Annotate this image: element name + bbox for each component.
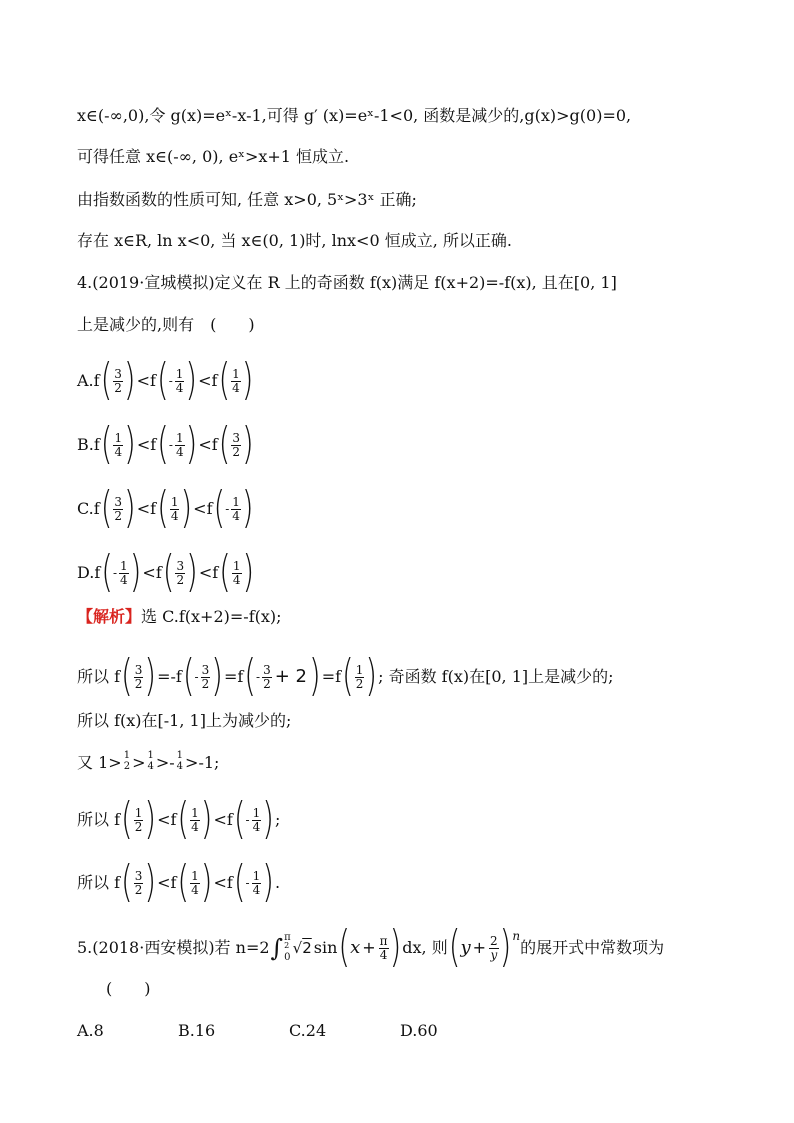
text-line-3: 由指数函数的性质可知, 任意 x>0, 5ˣ>3ˣ 正确; xyxy=(77,190,417,209)
question-5-choices xyxy=(77,1021,438,1041)
choice-a[interactable]: A.8 xyxy=(77,1021,104,1040)
option-d-label: D.f xyxy=(77,563,101,582)
solution-5-prefix: 所以 f xyxy=(77,810,121,829)
q5-prefix: 5.(2018·西安模拟)若 n=2 xyxy=(77,938,270,957)
solution-line-4: 又 1> 1 2 > 1 4 >- 1 4 >-1; xyxy=(77,750,220,772)
q5-mid: dx, 则 xyxy=(402,938,448,957)
solution-line-6: 所以 f ( $\frac{3}{2}$ ) <f ( $\frac{1}{4}$ ) <f ( - $\frac{1}{4}$ ) . xyxy=(77,856,281,908)
text-line-2: 可得任意 x∈(-∞, 0), eˣ>x+1 恒成立. xyxy=(77,147,350,166)
solution-tag: 【解析】 xyxy=(77,607,142,626)
option-b-label: B.f xyxy=(77,435,100,454)
option-c-label: C.f xyxy=(77,499,100,518)
solution-line-1 xyxy=(77,607,282,627)
choice-d[interactable]: D.60 xyxy=(400,1021,438,1040)
solution-2-prefix: 所以 f xyxy=(77,667,121,686)
solution-6-prefix: 所以 f xyxy=(77,873,121,892)
solution-line-5: 所以 f ( $\frac{1}{2}$ ) <f ( $\frac{1}{4}$ ) <f ( - $\frac{1}{4}$ ) ; xyxy=(77,793,281,845)
option-c[interactable]: C.f ( $\frac{3}{2}$ ) <f ( $\frac{1}{4}$ ) <f ( - $\frac{1}{4}$ ) xyxy=(77,482,254,534)
solution-line-3: 所以 f(x)在[-1, 1]上为减少的; xyxy=(77,711,292,730)
q5-suffix: 的展开式中常数项为 xyxy=(520,938,665,957)
text-line-4: 存在 x∈R, ln x<0, 当 x∈(0, 1)时, lnx<0 恒成立, 所以正确. xyxy=(77,231,512,250)
option-d[interactable]: D.f ( - $\frac{1}{4}$ ) <f ( $\frac{3}{2}$ ) <f ( $\frac{1}{4}$ ) xyxy=(77,546,255,598)
option-b[interactable]: B.f ( $\frac{1}{4}$ ) <f ( - $\frac{1}{4}$ ) <f ( $\frac{3}{2}$ ) xyxy=(77,418,254,470)
solution-4-prefix: 又 1> xyxy=(77,753,122,772)
solution-2-suffix: ; 奇函数 f(x)在[0, 1]上是减少的; xyxy=(378,667,614,686)
text-line-1: x∈(-∞,0),令 g(x)=eˣ-x-1,可得 g′ (x)=eˣ-1<0, 函数是减少的,g(x)>g(0)=0, xyxy=(77,106,632,125)
option-a[interactable]: A.f ( $\frac{3}{2}$ ) <f ( - $\frac{1}{4}$ ) <f ( $\frac{1}{4}$ ) xyxy=(77,354,254,406)
choice-b[interactable]: B.16 xyxy=(178,1021,216,1040)
solution-text-1: 选 C.f(x+2)=-f(x); xyxy=(141,607,282,626)
solution-line-2: 所以 f ( $\frac{3}{2}$ ) =-f ( - $\frac{3}{2}$ ) =f ( - $\frac{3}{2}$ + 2 ) =f ( $\frac{1}{2}$ ) ; 奇函数 f(x)在[0, 1]上是减少的; xyxy=(77,650,614,702)
choice-c[interactable]: C.24 xyxy=(289,1021,327,1040)
question-5-paren: ( ) xyxy=(106,979,151,998)
question-4-stem-cont: 上是减少的,则有 ( ) xyxy=(77,315,255,334)
question-5-stem: 5.(2018·西安模拟)若 n=2 ∫ π 2 0 √2 sin ( x + $\frac{\pi}{4}$ ) dx, 则 ( y + $\frac{2}{y}$ ) n 的展开式中常数项为 xyxy=(77,921,665,973)
option-a-label: A.f xyxy=(77,371,100,390)
question-4-stem: 4.(2019·宣城模拟)定义在 R 上的奇函数 f(x)满足 f(x+2)=-f(x), 且在[0, 1] xyxy=(77,273,617,292)
